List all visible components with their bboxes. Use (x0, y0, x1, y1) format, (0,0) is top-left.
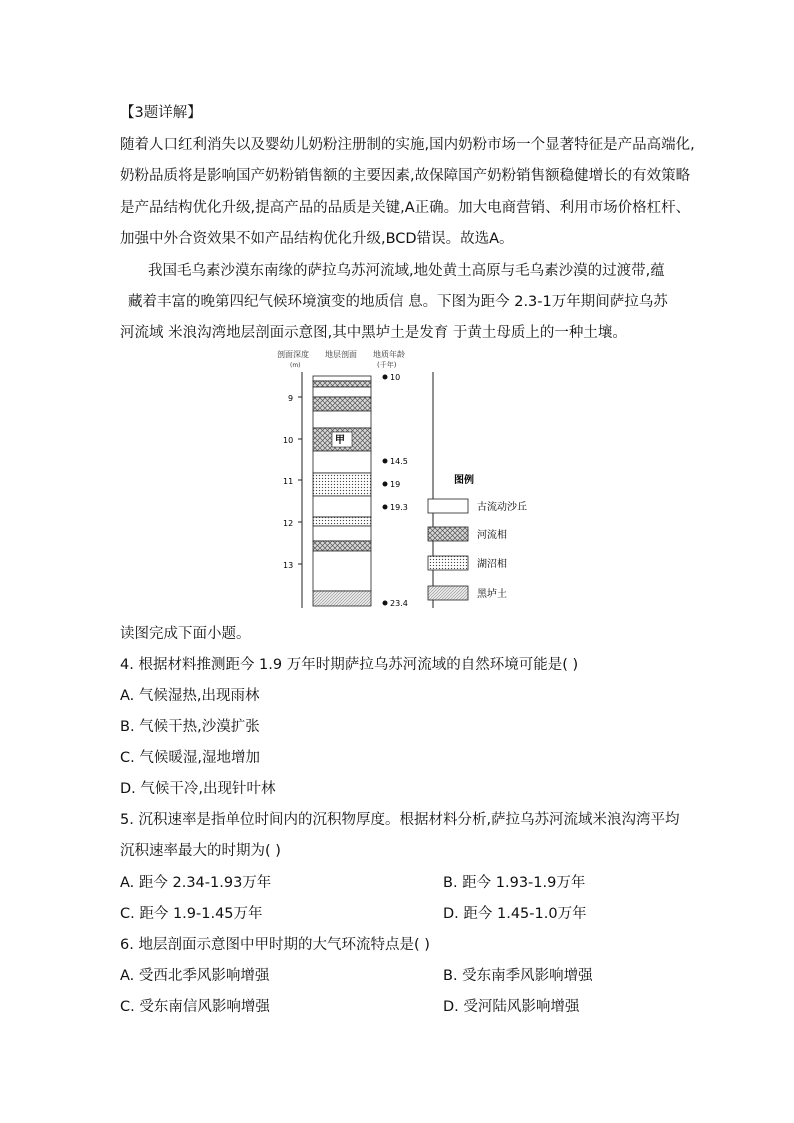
material-line: 河流域 米浪沟湾地层剖面示意图,其中黑垆土是发育 于黄土母质上的一种土壤。 (120, 325, 627, 341)
layer-sand-dune (313, 376, 371, 381)
explanation-line: 加强中外合资效果不如产品结构优化升级,BCD错误。故选A。 (120, 231, 514, 247)
jia-label: 甲 (335, 435, 345, 446)
layer-lacustrine (313, 473, 371, 496)
depth-tick-12 (283, 519, 302, 528)
legend-item-lacustrine (428, 556, 507, 570)
strata-column-label: 地层剖面 (325, 350, 357, 359)
layer-lacustrine (313, 517, 371, 526)
question-stem-cont: 沉积速率最大的时期为( ) (120, 843, 281, 859)
svg-text:10: 10 (283, 436, 294, 445)
layer-black-loam (313, 591, 371, 606)
option-d: D. 受河陆风影响增强 (443, 999, 580, 1015)
instruction-text: 读图完成下面小题。 (120, 626, 251, 642)
svg-text:11: 11 (283, 477, 294, 486)
depth-column-label: 剖面深度 (277, 350, 309, 359)
svg-text:13: 13 (283, 561, 294, 570)
option-b: B. 受东南季风影响增强 (443, 968, 593, 984)
svg-text:12: 12 (283, 519, 294, 528)
option-a: A. 受西北季风影响增强 (120, 968, 270, 984)
layer-sand-dune (313, 411, 371, 428)
material-line: 我国毛乌素沙漠东南缘的萨拉乌苏河流域,地处黄土高原与毛乌素沙漠的过渡带,蕴 (148, 263, 665, 279)
layer-fluvial (313, 397, 371, 411)
age-unit-label: (千年) (377, 361, 397, 369)
svg-text:河流相: 河流相 (477, 530, 507, 541)
option-b: B. 距今 1.93-1.9万年 (443, 875, 586, 891)
legend-item-sand-dune (428, 499, 527, 513)
svg-text:黑垆土: 黑垆土 (477, 589, 507, 600)
question-stem: 5. 沉积速率是指单位时间内的沉积物厚度。根据材料分析,萨拉乌苏河流域米浪沟湾平均 (120, 812, 680, 828)
svg-text:9: 9 (288, 394, 294, 403)
section-heading: 【3题详解】 (120, 105, 202, 121)
explanation-line: 随着人口红利消失以及婴幼儿奶粉注册制的实施,国内奶粉市场一个显著特征是产品高端化, (120, 137, 695, 153)
layer-fluvial (313, 541, 371, 551)
age-marker-23.4 (383, 599, 408, 608)
layer-fluvial (313, 381, 371, 387)
strata-profile-figure (255, 348, 575, 613)
option-c: C. 距今 1.9-1.45万年 (120, 906, 263, 922)
material-line: 藏着丰富的晚第四纪气候环境演变的地质信 息。下图为距今 2.3-1万年期间萨拉乌苏 (128, 294, 668, 310)
option-c: C. 受东南信风影响增强 (120, 999, 270, 1015)
option-d: D. 距今 1.45-1.0万年 (443, 906, 587, 922)
svg-text:14.5: 14.5 (390, 457, 408, 466)
depth-tick-13 (283, 561, 302, 570)
age-marker-10 (383, 373, 401, 382)
depth-unit-label: (m) (290, 362, 301, 369)
age-marker-19.3 (383, 503, 408, 512)
svg-text:古流动沙丘: 古流动沙丘 (477, 502, 527, 513)
svg-text:10: 10 (390, 373, 401, 382)
depth-tick-11 (283, 477, 302, 486)
strata-profile-svg (255, 348, 575, 613)
explanation-line: 是产品结构优化升级,提高产品的品质是关键,A正确。加大电商营销、利用市场价格杠杆、 (120, 200, 691, 216)
depth-tick-10 (283, 436, 302, 445)
question-stem: 4. 根据材料推测距今 1.9 万年时期萨拉乌苏河流域的自然环境可能是( ) (120, 657, 579, 673)
svg-text:19: 19 (390, 480, 401, 489)
svg-text:19.3: 19.3 (390, 503, 408, 512)
legend-item-black-loam (428, 586, 507, 600)
option-c: C. 气候暖湿,湿地增加 (120, 750, 260, 766)
explanation-line: 奶粉品质将是影响国产奶粉销售额的主要因素,故保障国产奶粉销售额稳健增长的有效策略 (120, 168, 691, 184)
strata-column (313, 376, 371, 606)
layer-sand-dune (313, 526, 371, 541)
age-marker-14.5 (383, 457, 408, 466)
depth-tick-9 (288, 394, 302, 403)
age-column-label: 地质年龄 (373, 350, 405, 359)
option-a: A. 距今 2.34-1.93万年 (120, 875, 272, 891)
layer-sand-dune (313, 387, 371, 397)
legend-title: 图例 (454, 475, 474, 486)
option-b: B. 气候干热,沙漠扩张 (120, 719, 260, 735)
svg-text:湖沼相: 湖沼相 (477, 559, 507, 570)
option-a: A. 气候湿热,出现雨林 (120, 688, 260, 704)
layer-sand-dune (313, 551, 371, 591)
option-d: D. 气候干冷,出现针叶林 (120, 781, 276, 797)
layer-sand-dune (313, 451, 371, 473)
svg-text:23.4: 23.4 (390, 599, 408, 608)
layer-sand-dune (313, 496, 371, 517)
legend-item-fluvial (428, 527, 507, 541)
question-stem: 6. 地层剖面示意图中甲时期的大气环流特点是( ) (120, 937, 430, 953)
age-marker-19 (383, 480, 401, 489)
